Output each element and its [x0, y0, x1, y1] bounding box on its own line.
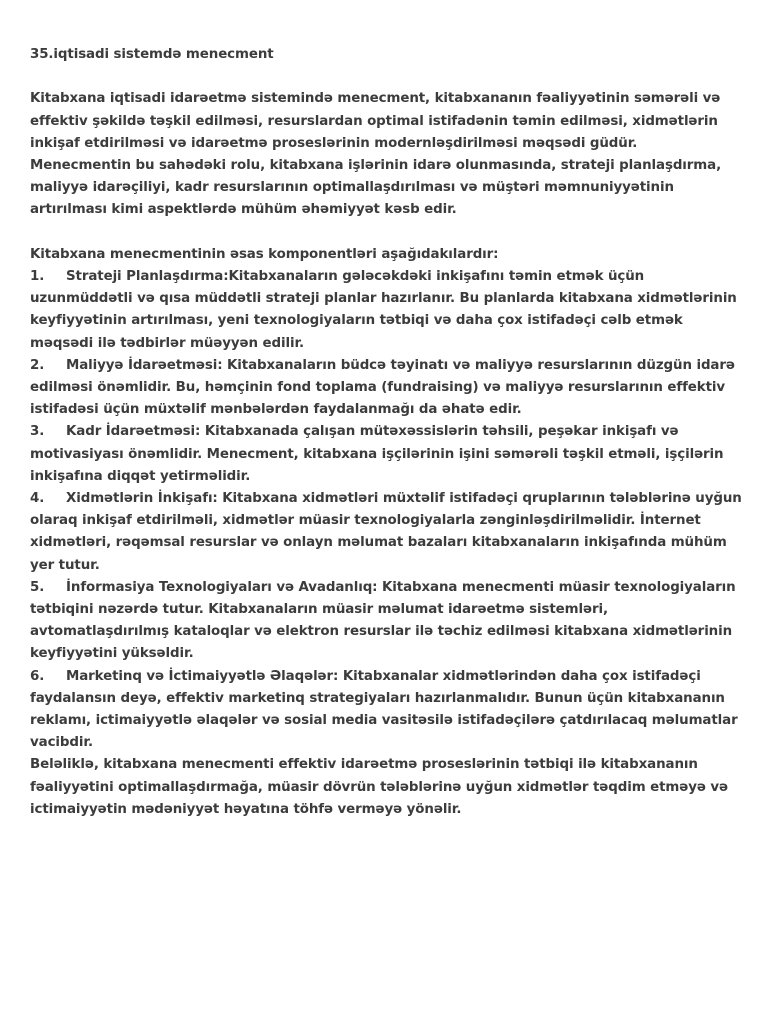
- list-item: [30, 421, 742, 488]
- spacer: [30, 66, 742, 88]
- list-item: [30, 266, 742, 355]
- list-item-text: Marketinq və İctimaiyyətlə Əlaqələr: Kitabxanalar xidmətlərindən daha çox istifadəçi faydalansın deyə, effektiv marketinq strategiyaları hazırlanmalıdır. Bunun üçün kitabxananın reklamı, ictimaiyyətlə əlaqələr və sosial media vasitəsilə istifadəçilərə çatdırılacaq məlumatlar vacibdir.: [30, 668, 738, 751]
- list-item-text: Strateji Planlaşdırma:Kitabxanaların gələcəkdəki inkişafını təmin etmək üçün uzunmüddətli və qısa müddətli strateji planlar hazırlanır. Bu planlarda kitabxana xidmətlərinin keyfiyyətinin artırılması, yeni texnologiyaların tətbiqi və daha çox istifadəçi cəlb etmək məqsədi ilə tədbirlər müəyyən edilir.: [30, 269, 737, 351]
- list-item: [30, 355, 742, 422]
- document-title: 35.iqtisadi sistemdə menecment: [30, 47, 274, 62]
- list-item-number: 2.: [30, 357, 45, 373]
- list-item-number: 3.: [30, 424, 45, 440]
- list-item-text: Maliyyə İdarəetməsi: Kitabxanaların büdcə təyinatı və maliyyə resurslarının düzgün idarə edilməsi önəmlidir. Bu, həmçinin fond toplama (fundraising) və maliyyə resurslarının effektiv istifadəsi üçün müxtəlif mənbələrdən faydalanmağı da əhatə edir.: [30, 357, 735, 418]
- conclusion-paragraph: Beləliklə, kitabxana menecmenti effektiv idarəetmə proseslərinin tətbiqi ilə kitabxananın fəaliyyətini optimallaşdırmağa, müasir dövrün tələblərinə uyğun xidmətlər təqdim etməyə və ictimaiyyətin mədəniyyət həyatına töhfə verməyə yönəlir.: [30, 757, 729, 817]
- spacer: [30, 222, 742, 244]
- list-item-number: 1.: [30, 269, 45, 284]
- list-item-number: 4.: [30, 491, 45, 507]
- list-item-text: İnformasiya Texnologiyaları və Avadanlıq: Kitabxana menecmenti müasir texnologiyaların tətbiqini nəzərdə tutur. Kitabxanaların müasir məlumat idarəetmə sistemləri, avtomatlaşdırılmış kataloqlar və elektron resurslar ilə təchiz edilməsi kitabxana xidmətlərinin keyfiyyətini yüksəldir.: [30, 579, 736, 662]
- list-item-number: 6.: [30, 668, 45, 684]
- list-item-number: 5.: [30, 579, 45, 595]
- intro-paragraph: Kitabxana iqtisadi idarəetmə sistemində menecment, kitabxananın fəaliyyətinin səmərəli və effektiv şəkildə təşkil edilməsi, resurslardan optimal istifadənin təmin edilməsi, xidmətlərin inkişaf etdirilməsi və idarəetmə proseslərinin modernləşdirilməsi məqsədi güdür. Menecmentin bu sahədəki rolu, kitabxana işlərinin idarə olunmasında, strateji planlaşdırma, maliyyə idarəçiliyi, kadr resurslarının optimallaşdırılması və müştəri məmnuniyyətinin artırılması kimi aspektlərdə mühüm əhəmiyyət kəsb edir.: [30, 91, 722, 218]
- list-item: [30, 666, 742, 755]
- list-item-text: Kadr İdarəetməsi: Kitabxanada çalışan mütəxəssislərin təhsili, peşəkar inkişafı və motivasiyası önəmlidir. Menecment, kitabxana işçilərinin işini səmərəli təşkil etməli, işçilərin inkişafına diqqət yetirməlidir.: [30, 424, 724, 484]
- components-heading: Kitabxana menecmentinin əsas komponentləri aşağıdakılardır:: [30, 246, 499, 262]
- list-item: [30, 577, 742, 666]
- list-item: [30, 488, 742, 577]
- document-page: [30, 44, 742, 821]
- list-item-text: Xidmətlərin İnkişafı: Kitabxana xidmətləri müxtəlif istifadəçi qruplarının tələblərinə uyğun olaraq inkişaf etdirilməli, xidmətlər müasir texnologiyalarla zənginləşdirilməlidir. İnternet xidmətləri, rəqəmsal resurslar və onlayn məlumat bazaları kitabxanaların inkişafında mühüm yer tutur.: [30, 491, 742, 573]
